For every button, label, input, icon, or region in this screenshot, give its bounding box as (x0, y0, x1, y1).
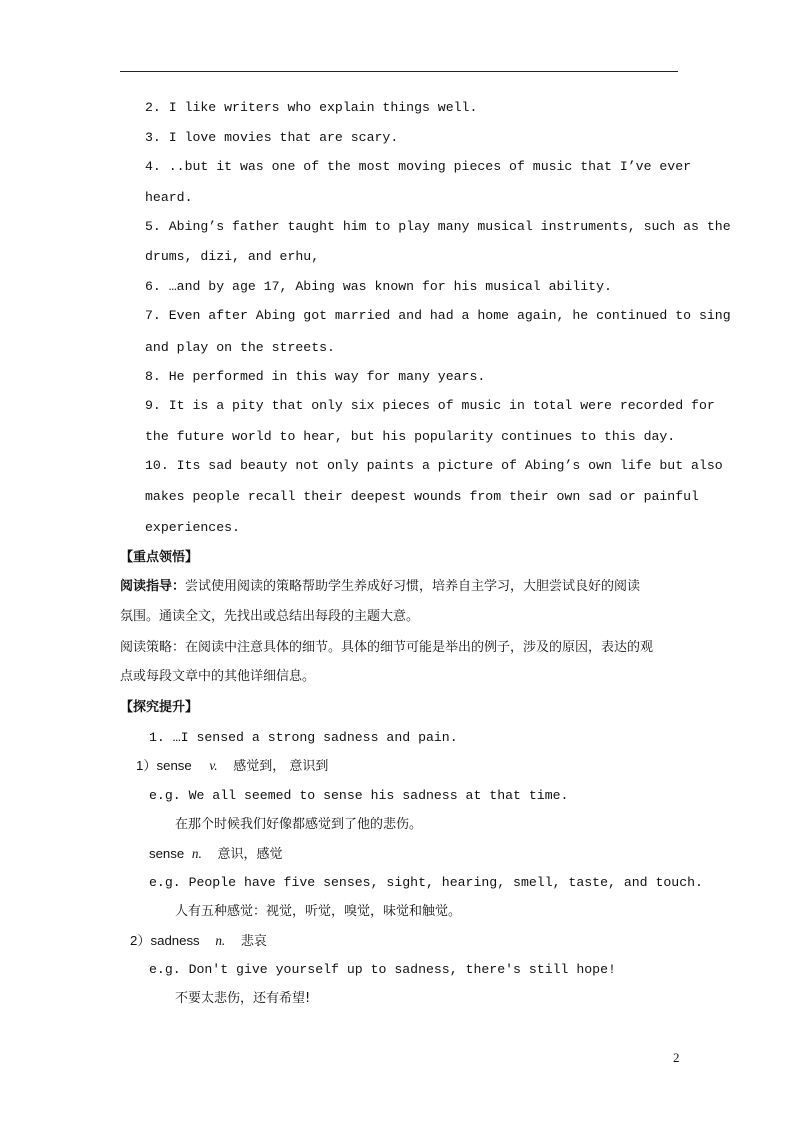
sentence-line: makes people recall their deepest wounds from their own sad or painful (145, 489, 699, 504)
sentence-line: 6. …and by age 17, Abing was known for his musical ability. (145, 279, 612, 294)
sentence-line: 5. Abing’s father taught him to play many musical instruments, such as the (145, 219, 731, 234)
sentence-line: heard. (145, 190, 193, 205)
sentence-line: 7. Even after Abing got married and had a home again, he continued to sing (145, 308, 731, 323)
example-sentence: e.g. People have five senses, sight, hearing, smell, taste, and touch. (149, 875, 703, 890)
header-rule (120, 71, 678, 72)
vocab-word: 2）sadness (130, 933, 200, 948)
sentence-line: drums, dizi, and erhu, (145, 249, 320, 264)
page-number: 2 (673, 1050, 680, 1065)
explore-item-1: 1. …I sensed a strong sadness and pain. (149, 730, 458, 745)
sentence-line: and play on the streets. (145, 340, 335, 355)
part-of-speech: n. (215, 933, 226, 948)
vocab-sense-noun (149, 846, 282, 863)
vocab-word: 1）sense (136, 758, 192, 773)
reading-strategy-line-1: 阅读策略：在阅读中注意具体的细节。具体的细节可能是举出的例子，涉及的原因，表达的观 (120, 640, 654, 655)
reading-guide-line-2: 氛围。通读全文，先找出或总结出每段的主题大意。 (120, 609, 420, 624)
vocab-word: sense (149, 846, 185, 861)
explore-heading: 【探究提升】 (120, 700, 199, 715)
sentence-line: 4. ..but it was one of the most moving pieces of music that I’ve ever (145, 159, 692, 174)
sentence-line: the future world to hear, but his popularity continues to this day. (145, 429, 676, 444)
example-translation: 不要太悲伤，还有希望! (175, 991, 311, 1006)
example-sentence: e.g. We all seemed to sense his sadness at that time. (149, 788, 569, 803)
sentence-line: 3. I love movies that are scary. (145, 130, 399, 145)
reading-guide-text: 尝试使用阅读的策略帮助学生养成好习惯，培养自主学习，大胆尝试良好的阅读 (185, 579, 641, 594)
reading-guide-line-1 (120, 579, 640, 595)
vocab-meaning: 意识，感觉 (217, 847, 283, 862)
vocab-sadness (130, 933, 267, 950)
vocab-meaning: 悲哀 (240, 934, 267, 949)
reading-guide-label: 阅读指导： (120, 579, 186, 594)
sentence-line: 10. Its sad beauty not only paints a picture of Abing’s own life but also (145, 458, 723, 473)
sentence-line: experiences. (145, 520, 240, 535)
vocab-meaning: 感觉到， 意识到 (233, 759, 329, 774)
example-sentence: e.g. Don't give yourself up to sadness, there's still hope! (149, 962, 616, 977)
key-points-heading: 【重点领悟】 (120, 550, 199, 565)
example-translation: 在那个时候我们好像都感觉到了他的悲伤。 (175, 817, 423, 832)
sentence-line: 2. I like writers who explain things well. (145, 100, 478, 115)
part-of-speech: v. (209, 758, 218, 773)
sentence-line: 8. He performed in this way for many years. (145, 369, 486, 384)
part-of-speech: n. (191, 846, 202, 861)
reading-strategy-line-2: 点或每段文章中的其他详细信息。 (120, 669, 316, 684)
example-translation: 人有五种感觉：视觉，听觉，嗅觉，味觉和触觉。 (175, 904, 462, 919)
vocab-sense-verb (136, 758, 328, 775)
sentence-line: 9. It is a pity that only six pieces of music in total were recorded for (145, 398, 715, 413)
